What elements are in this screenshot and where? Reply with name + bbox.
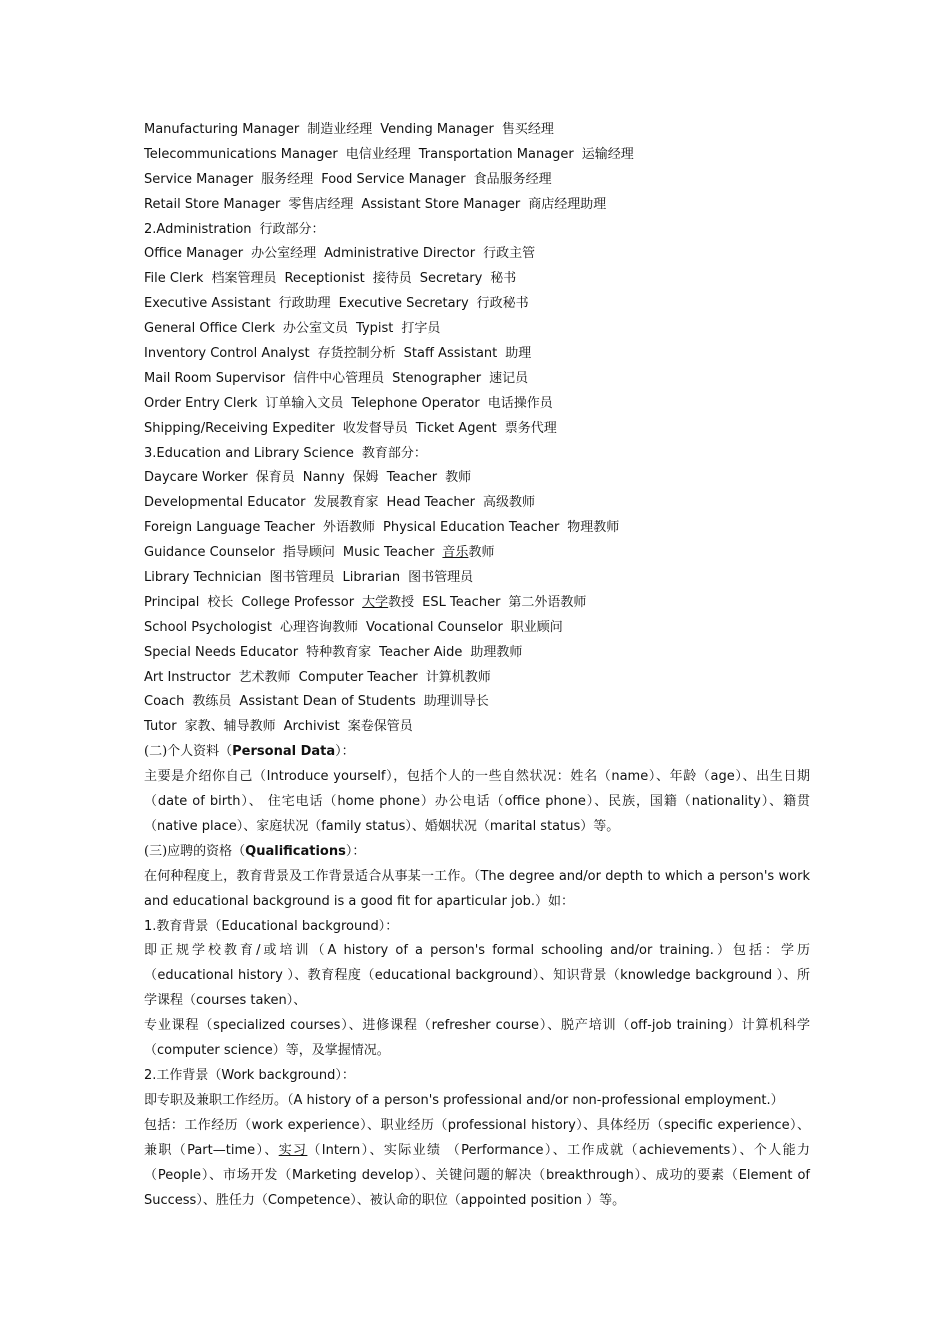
job-line	[144, 541, 810, 566]
english-term: Archivist	[283, 719, 340, 735]
chinese-term: 打字员	[401, 321, 441, 337]
chinese-term: 第二外语教师	[508, 594, 587, 610]
english-term: 3.Education and Library Science	[144, 445, 354, 461]
job-line	[144, 342, 810, 367]
english-term: Art Instructor	[144, 669, 231, 685]
english-term: Inventory Control Analyst	[144, 346, 310, 362]
work-text-1: 即专职及兼职工作经历。（A history of a person's professional and/or non-professional employment.）	[144, 1092, 784, 1108]
english-term: ESL Teacher	[422, 594, 501, 610]
english-term: Vocational Counselor	[366, 619, 503, 635]
english-term: Telecommunications Manager	[144, 146, 338, 162]
chinese-term: 制造业经理	[307, 122, 373, 137]
english-term: Typist	[356, 321, 394, 337]
chinese-term: 音乐教师	[442, 545, 495, 561]
chinese-term: 艺术教师	[238, 669, 291, 685]
job-line	[144, 242, 810, 267]
english-term: Head Teacher	[386, 495, 476, 511]
chinese-term: 行政主管	[483, 246, 536, 262]
personal-data-heading: (二)个人资料（Personal Data）：	[144, 744, 355, 760]
document-page	[144, 118, 810, 1213]
chinese-term: 职业顾问	[510, 619, 563, 635]
chinese-term: 票务代理	[504, 420, 557, 436]
job-line	[144, 317, 810, 342]
english-term: Music Teacher	[342, 545, 435, 561]
english-term: Physical Education Teacher	[383, 520, 560, 536]
job-line	[144, 591, 810, 616]
english-term: College Professor	[241, 594, 355, 610]
chinese-term: 心理咨询教师	[280, 619, 359, 635]
english-term: Special Needs Educator	[144, 644, 299, 660]
english-term: Executive Assistant	[144, 296, 271, 312]
chinese-term: 保育员	[255, 470, 295, 486]
job-title-list	[144, 118, 810, 740]
job-line	[144, 566, 810, 591]
english-term: Developmental Educator	[144, 495, 306, 511]
work-text-2: 包括：工作经历（work experience）、职业经历（professional history）、具体经历（specific experience）、兼职（Part—time）、实习（Intern）、实际业绩 （Performance）、工作成就（achievements）、个人能力（People）、市场开发（Marketing develop）、关键问题的解决（breakthrough）、成功的要素（Element of Success）、胜任力（Competence）、被认命的职位（appointed position ）等。	[144, 1117, 810, 1208]
english-term: General Office Clerk	[144, 321, 276, 337]
chinese-term: 教师	[445, 470, 472, 486]
chinese-term: 教育部分：	[361, 445, 427, 461]
job-line	[144, 715, 810, 740]
job-line	[144, 218, 810, 243]
job-line	[144, 367, 810, 392]
job-line	[144, 442, 810, 467]
chinese-term: 图书管理员	[269, 570, 335, 586]
english-term: Food Service Manager	[321, 171, 466, 187]
chinese-term: 家教、辅导教师	[184, 719, 276, 735]
chinese-term: 助理教师	[470, 644, 523, 660]
chinese-term: 高级教师	[483, 495, 536, 511]
chinese-term: 接待员	[372, 271, 412, 287]
education-heading: 1.教育背景（Educational background）：	[144, 918, 399, 934]
english-term: Daycare Worker	[144, 470, 248, 486]
chinese-term: 售买经理	[501, 122, 554, 137]
education-text-1: 即正规学校教育/或培训（A history of a person's formal schooling and/or training.）包括：学历（educational history ）、教育程度（educational background）、知识背景（knowledge background ）、所学课程（courses taken）、	[144, 943, 810, 1009]
chinese-term: 助理训导长	[423, 694, 489, 710]
qualifications-heading: (三)应聘的资格（Qualifications）：	[144, 843, 366, 859]
english-term: Librarian	[342, 570, 401, 586]
english-term: Library Technician	[144, 570, 262, 586]
english-term: Coach	[144, 694, 185, 710]
job-line	[144, 491, 810, 516]
job-line	[144, 292, 810, 317]
chinese-term: 教练员	[192, 694, 232, 710]
english-term: Principal	[144, 594, 200, 610]
chinese-term: 计算机教师	[425, 669, 491, 685]
chinese-term: 档案管理员	[211, 271, 277, 287]
english-term: Office Manager	[144, 246, 244, 262]
chinese-term: 零售店经理	[288, 196, 354, 212]
chinese-term: 办公室经理	[251, 246, 317, 262]
chinese-term: 订单输入文员	[265, 395, 344, 411]
english-term: Nanny	[302, 470, 345, 486]
chinese-term: 外语教师	[322, 520, 375, 536]
english-term: Retail Store Manager	[144, 196, 281, 212]
chinese-term: 运输经理	[581, 146, 634, 162]
chinese-term: 食品服务经理	[473, 171, 552, 187]
english-term: File Clerk	[144, 271, 204, 287]
job-line	[144, 616, 810, 641]
english-term: Administrative Director	[324, 246, 476, 262]
chinese-term: 信件中心管理员	[293, 370, 385, 386]
english-term: Teacher Aide	[379, 644, 463, 660]
english-term: 2.Administration	[144, 221, 252, 237]
chinese-term: 特种教育家	[306, 644, 372, 660]
english-term: Receptionist	[284, 271, 365, 287]
chinese-term: 存货控制分析	[317, 346, 396, 362]
english-term: Stenographer	[392, 370, 482, 386]
chinese-term: 物理教师	[567, 520, 620, 536]
english-term: Manufacturing Manager	[144, 122, 300, 137]
english-term: Vending Manager	[380, 122, 494, 137]
job-line	[144, 168, 810, 193]
english-term: Mail Room Supervisor	[144, 370, 286, 386]
chinese-term: 校长	[207, 594, 234, 610]
english-term: Ticket Agent	[415, 420, 497, 436]
chinese-term: 案卷保管员	[347, 719, 413, 735]
work-heading: 2.工作背景（Work background）：	[144, 1068, 355, 1083]
job-line	[144, 641, 810, 666]
chinese-term: 秘书	[490, 271, 517, 287]
education-text-2: 专业课程（specialized courses）、进修课程（refresher course）、脱产培训（off-job training）计算机科学（computer science）等，及掌握情况。	[144, 1018, 810, 1059]
job-line	[144, 666, 810, 691]
chinese-term: 大学教授	[362, 594, 415, 610]
job-line	[144, 516, 810, 541]
chinese-term: 商店经理助理	[528, 196, 607, 212]
chinese-term: 行政助理	[278, 296, 331, 312]
job-line	[144, 267, 810, 292]
job-line	[144, 143, 810, 168]
english-term: Assistant Dean of Students	[239, 694, 416, 710]
english-term: Teacher	[386, 470, 438, 486]
chinese-term: 办公室文员	[283, 321, 349, 337]
english-term: Computer Teacher	[298, 669, 418, 685]
english-term: School Psychologist	[144, 619, 273, 635]
chinese-term: 行政部分：	[259, 221, 325, 237]
chinese-term: 电话操作员	[487, 395, 553, 411]
english-term: Guidance Counselor	[144, 545, 275, 561]
job-line	[144, 193, 810, 218]
chinese-term: 服务经理	[261, 171, 314, 187]
chinese-term: 图书管理员	[408, 570, 474, 586]
chinese-term: 收发督导员	[342, 420, 408, 436]
english-term: Service Manager	[144, 171, 254, 187]
chinese-term: 指导顾问	[282, 545, 335, 561]
english-term: Foreign Language Teacher	[144, 520, 315, 536]
chinese-term: 保姆	[352, 470, 379, 486]
chinese-term: 速记员	[489, 370, 529, 386]
job-line	[144, 392, 810, 417]
english-term: Shipping/Receiving Expediter	[144, 420, 335, 436]
chinese-term: 电信业经理	[345, 146, 411, 162]
chinese-term: 发展教育家	[313, 495, 379, 511]
job-line	[144, 690, 810, 715]
english-term: Order Entry Clerk	[144, 395, 258, 411]
english-term: Tutor	[144, 719, 177, 735]
chinese-term: 助理	[505, 346, 532, 362]
english-term: Executive Secretary	[338, 296, 469, 312]
personal-data-text: 主要是介绍你自己（Introduce yourself），包括个人的一些自然状况：姓名（name）、年龄（age）、出生日期（date of birth）、 住宅电话（home phone）办公电话（office phone）、民族，国籍（nationality）、籍贯（native place）、家庭状况（family status）、婚姻状况（marital status）等。	[144, 769, 810, 834]
english-term: Transportation Manager	[418, 146, 574, 162]
english-term: Staff Assistant	[403, 346, 498, 362]
job-line	[144, 118, 810, 143]
chinese-term: 行政秘书	[476, 296, 529, 312]
english-term: Assistant Store Manager	[361, 196, 521, 212]
qualifications-text: 在何种程度上，教育背景及工作背景适合从事某一工作。（The degree and/or depth to which a person's work and educational background is a good fit for aparticular job.）如：	[144, 868, 810, 909]
job-line	[144, 466, 810, 491]
english-term: Telephone Operator	[351, 395, 480, 411]
job-line	[144, 417, 810, 442]
english-term: Secretary	[419, 271, 483, 287]
